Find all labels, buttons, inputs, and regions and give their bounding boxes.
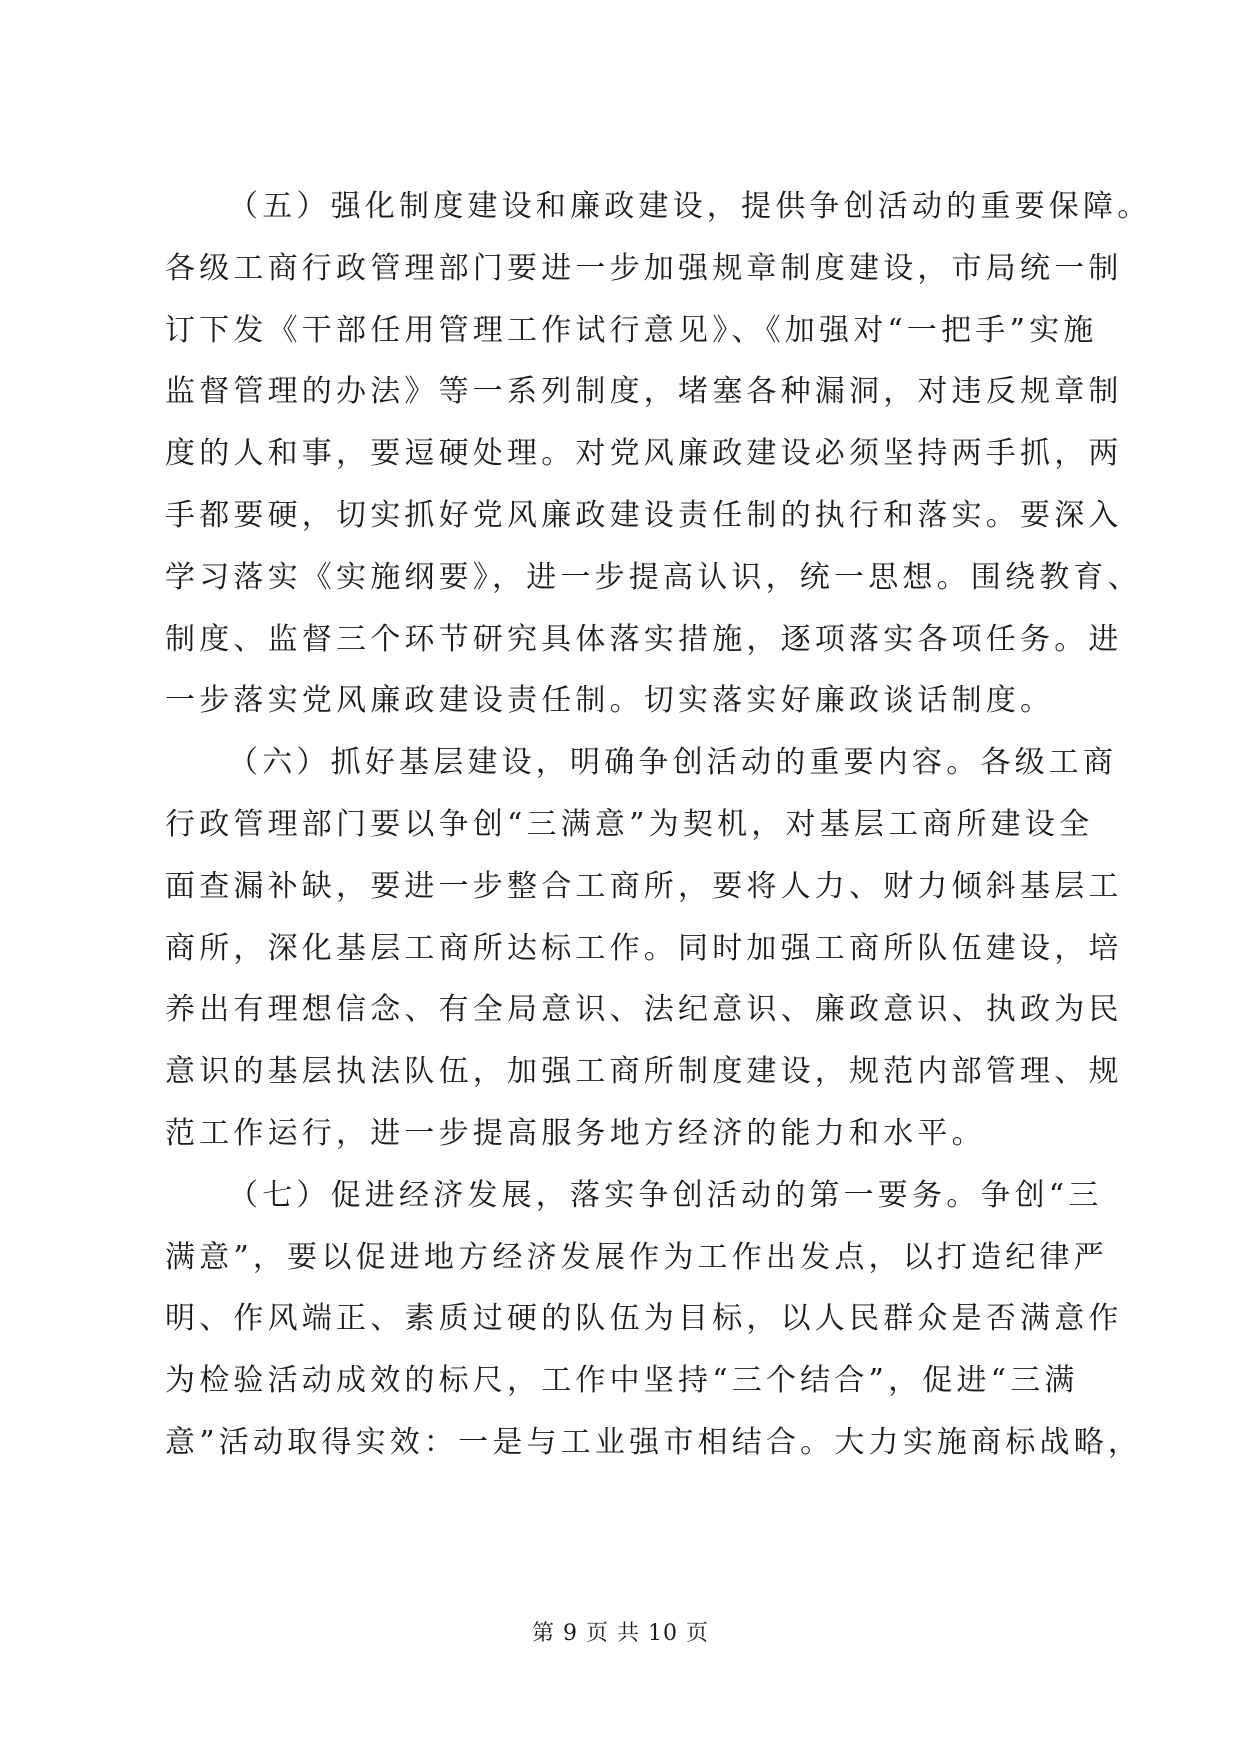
text-line: 各级工商行政管理部门要进一步加强规章制度建设，市局统一制 [165,250,1123,286]
text-line: 为检验活动成效的标尺，工作中坚持“三个结合”，促进“三满 [165,1363,1079,1399]
text-line: 养出有理想信念、有全局意识、法纪意识、廉政意识、执政为民 [165,992,1123,1028]
text-line: 意识的基层执法队伍，加强工商所制度建设，规范内部管理、规 [165,1054,1123,1090]
text-line: 监督管理的办法》等一系列制度，堵塞各种漏洞，对违反规章制 [165,374,1123,410]
text-line: 满意”，要以促进地方经济发展作为工作出发点，以打造纪律严 [165,1239,1108,1275]
text-line: 意”活动取得实效：一是与工业强市相结合。大力实施商标战略， [165,1424,1143,1460]
text-line: 行政管理部门要以争创“三满意”为契机，对基层工商所建设全 [165,806,1094,842]
text-line: 学习落实《实施纲要》，进一步提高认识，统一思想。围绕教育、 [165,559,1142,595]
document-body [165,176,1152,1474]
text-line: 明、作风端正、素质过硬的队伍为目标，以人民群众是否满意作 [165,1301,1123,1337]
text-line: 手都要硬，切实抓好党风廉政建设责任制的执行和落实。要深入 [165,497,1123,533]
text-line: （五）强化制度建设和廉政建设，提供争创活动的重要保障。 [228,189,1152,224]
text-line: 范工作运行，进一步提高服务地方经济的能力和水平。 [165,1115,986,1151]
text-line: （七）促进经济发展，落实争创活动的第一要务。争创“三 [228,1177,1103,1213]
text-line: 商所，深化基层工商所达标工作。同时加强工商所队伍建设，培 [165,930,1123,966]
text-line: 一步落实党风廉政建设责任制。切实落实好廉政谈话制度。 [165,683,1055,719]
text-line: 订下发《干部任用管理工作试行意见》、《加强对“一把手”实施 [165,312,1098,348]
text-line: 制度、监督三个环节研究具体落实措施，逐项落实各项任务。进 [165,621,1123,657]
text-line: 度的人和事，要逗硬处理。对党风廉政建设必须坚持两手抓，两 [165,436,1123,472]
text-line: （六）抓好基层建设，明确争创活动的重要内容。各级工商 [228,745,1118,781]
text-line: 面查漏补缺，要进一步整合工商所，要将人力、财力倾斜基层工 [165,868,1123,904]
page-footer: 第 9 页 共 10 页 [532,1621,709,1646]
